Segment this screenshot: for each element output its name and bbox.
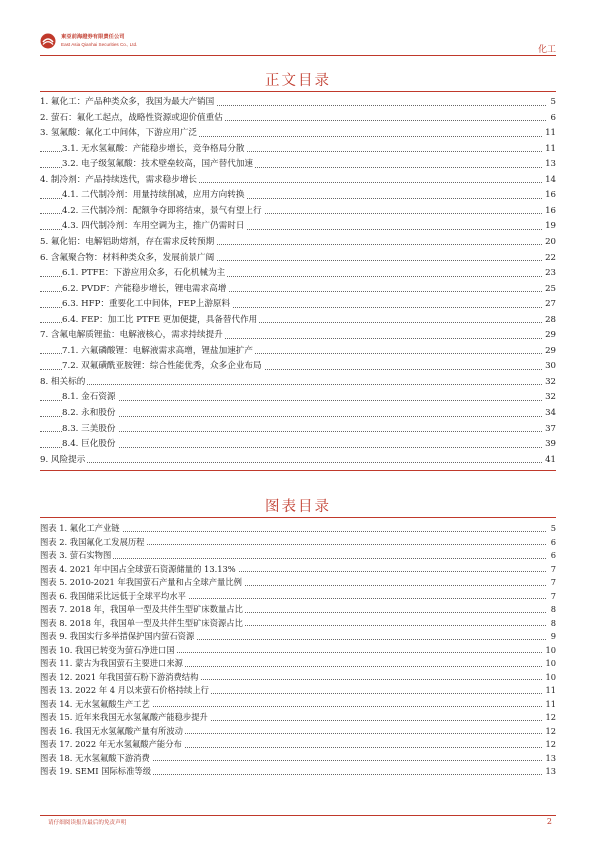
entry-title: 图表 15. 近年来我国无水氢氟酸产能稳步提升 [40,712,208,722]
entry-page: 5 [550,523,556,533]
entry-title: 图表 18. 无水氢氟酸下游消费 [40,752,150,763]
entry-title: 图表 7. 2018 年，我国单一型及共伴生型矿床数量占比 [40,604,243,614]
figure-entry[interactable] [40,671,556,683]
toc-entry[interactable] [40,127,556,139]
toc-entry[interactable] [40,438,556,450]
entry-page: 7 [550,577,556,587]
toc-bottom-rule [40,470,556,471]
toc-entry[interactable] [40,283,556,295]
toc-entry[interactable] [40,407,556,419]
leader-dots [40,462,546,463]
entry-page: 12 [545,725,556,736]
figure-entry[interactable] [40,725,556,737]
entry-page: 23 [545,268,556,279]
figure-entry[interactable] [40,698,556,710]
entry-title: 4.3. 四代制冷剂：车用空调为主，推广仍需时日 [62,221,245,232]
entry-title: 8.1. 金石资源 [62,392,116,403]
entry-title: 图表 17. 2022 年无水氢氟酸产能分布 [40,739,182,749]
toc-entry[interactable] [40,158,556,170]
entry-title: 图表 19. SEMI 国际标准等级 [40,766,151,776]
entry-page: 27 [545,299,556,310]
toc-entry[interactable] [40,345,556,357]
entry-title: 图表 16. 我国无水氢氟酸产量有所波动 [40,725,183,736]
entry-page: 6 [550,112,556,123]
entry-title: 4. 制冷剂：产品持续迭代，需求稳步增长 [40,174,198,185]
entry-title: 7.1. 六氟磷酸锂：电解液需求高增，锂盐加速扩产 [62,345,254,356]
toc-entry[interactable] [40,96,556,108]
page-number: 2 [546,817,552,826]
entry-title: 2. 萤石：氟化工起点，战略性资源或迎价值重估 [40,112,223,123]
figure-entry[interactable] [40,536,556,548]
entry-title: 8.4. 巨化股份 [62,439,116,450]
entry-page: 5 [550,97,556,107]
toc-entry[interactable] [40,189,556,201]
entry-page: 6 [550,536,556,547]
toc-entry[interactable] [40,236,556,248]
entry-page: 12 [545,712,556,722]
toc-entry[interactable] [40,205,556,217]
entry-page: 30 [545,361,556,372]
figure-entry[interactable] [40,617,556,629]
entry-title: 6.3. HFP：重要化工中间体，FEP上游原料 [62,299,231,310]
entry-page: 25 [545,283,556,294]
entry-title: 7. 含氟电解质锂盐：电解液核心，需求持续提升 [40,330,223,341]
entry-page: 20 [545,236,556,247]
entry-title: 图表 9. 我国实行多举措保护国内萤石资源 [40,631,195,641]
entry-page: 32 [545,392,556,403]
figure-entry[interactable] [40,590,556,602]
entry-title: 1. 氟化工：产品种类众多，我国为最大产销国 [40,97,215,107]
entry-title: 图表 4. 2021 年中国占全球萤石资源储量的 13.13% [40,563,236,574]
entry-page: 8 [550,604,556,614]
entry-page: 39 [545,439,556,450]
toc-entry[interactable] [40,298,556,310]
figure-entry[interactable] [40,657,556,669]
entry-page: 13 [545,159,556,170]
entry-page: 11 [545,128,556,139]
toc-entry[interactable] [40,329,556,341]
entry-page: 32 [545,376,556,387]
entry-page: 10 [545,671,556,682]
entry-page: 19 [545,221,556,232]
entry-title: 6. 含氟聚合物：材料种类众多，发展前景广阔 [40,252,215,263]
toc-entry[interactable] [40,252,556,264]
entry-page: 34 [545,408,556,418]
entry-title: 3.1. 无水氢氟酸：产能稳步增长，竞争格局分散 [62,143,245,154]
entry-title: 图表 5. 2010-2021 年我国萤石产量和占全球产量比例 [40,577,242,587]
entry-title: 5. 氟化铝：电解铝助熔剂，存在需求反转预期 [40,236,215,247]
company-name-en: East Asia Qianhai Securities Co., Ltd. [61,41,138,47]
entry-title: 图表 10. 我国已转变为萤石净进口国 [40,644,175,655]
entry-title: 3.2. 电子级氢氟酸：技术壁垒较高，国产替代加速 [62,159,254,170]
figure-entry[interactable] [40,738,556,750]
toc-entry[interactable] [40,314,556,326]
entry-title: 6.2. PVDF：产能稳步增长，锂电需求高增 [62,283,227,294]
entry-title: 4.1. 二代制冷剂：用量持续削减，应用方向转换 [62,190,245,201]
toc-title: 正文目录 [265,73,331,89]
header-divider [40,55,556,56]
figure-entry[interactable] [40,684,556,696]
toc-title-rule [40,91,556,92]
toc-entry[interactable] [40,112,556,124]
figures-title: 图表目录 [265,499,331,515]
entry-title: 图表 8. 2018 年，我国单一型及共伴生型矿床资源占比 [40,617,243,628]
figure-entry[interactable] [40,576,556,588]
entry-title: 8.3. 三美股份 [62,423,116,434]
entry-page: 11 [545,685,556,695]
entry-page: 8 [550,617,556,628]
figure-entry[interactable] [40,563,556,575]
toc-entry[interactable] [40,454,556,466]
entry-title: 8. 相关标的 [40,376,86,387]
entry-page: 10 [545,644,556,655]
entry-page: 13 [545,752,556,763]
figure-entry[interactable] [40,603,556,615]
toc-entry[interactable] [40,391,556,403]
footer-disclaimer: 请仔细阅读报告最后的免责声明 [48,820,127,826]
figure-entry[interactable] [40,630,556,642]
entry-title: 图表 11. 蒙古为我国萤石主要进口来源 [40,658,183,668]
entry-page: 16 [545,190,556,201]
entry-title: 3. 氢氟酸：氟化工中间体，下游应用广泛 [40,128,198,139]
toc-entry[interactable] [40,174,556,186]
entry-title: 8.2. 永和股份 [62,408,116,418]
toc-entry[interactable] [40,423,556,435]
entry-title: 4.2. 三代制冷剂：配额争夺即将结束，景气有望上行 [62,205,262,216]
entry-page: 12 [545,739,556,749]
page-header [40,0,556,57]
company-name-cn: 東亞前海證券有限責任公司 [61,34,125,40]
figures-title-rule [40,517,556,518]
entry-page: 28 [545,314,556,325]
entry-page: 22 [545,252,556,263]
entry-title: 图表 14. 无水氢氟酸生产工艺 [40,698,150,709]
toc-entry[interactable] [40,360,556,372]
entry-page: 14 [545,174,556,185]
leader-dots [40,558,546,559]
figure-entry[interactable] [40,522,556,534]
footer-divider [40,815,556,816]
toc-entry[interactable] [40,376,556,388]
entry-page: 11 [545,143,556,154]
entry-title: 7.2. 双氟磺酰亚胺锂：综合性能优秀，众多企业布局 [62,361,262,372]
toc-entry[interactable] [40,143,556,155]
entry-page: 41 [545,454,556,465]
company-name [61,35,137,47]
entry-title: 图表 3. 萤石实物图 [40,550,112,560]
entry-title: 6.1. PTFE：下游应用众多，石化机械为主 [62,268,226,279]
entry-page: 10 [545,658,556,668]
entry-page: 7 [550,590,556,601]
figure-entry[interactable] [40,549,556,561]
toc-entry[interactable] [40,267,556,279]
entry-title: 图表 1. 氟化工产业链 [40,523,120,533]
entry-page: 11 [545,698,556,709]
figure-entry[interactable] [40,711,556,723]
entry-page: 37 [545,423,556,434]
toc-entry[interactable] [40,220,556,232]
entry-page: 29 [545,345,556,356]
figure-entry[interactable] [40,752,556,764]
entry-page: 16 [545,205,556,216]
entry-title: 6.4. FEP：加工比 PTFE 更加便捷，具备替代作用 [62,314,258,325]
entry-title: 9. 风险提示 [40,454,86,465]
entry-page: 29 [545,330,556,341]
company-logo-icon [40,33,56,49]
entry-page: 9 [550,631,556,641]
entry-page: 13 [545,766,556,776]
entry-page: 6 [550,550,556,560]
entry-page: 7 [550,563,556,574]
entry-title: 图表 12. 2021 年我国萤石粉下游消费结构 [40,671,199,682]
entry-title: 图表 6. 我国储采比远低于全球平均水平 [40,590,186,601]
sector-label: 化工 [537,45,556,55]
entry-title: 图表 13. 2022 年 4 月以来萤石价格持续上行 [40,685,209,695]
leader-dots [40,384,546,385]
figure-entry[interactable] [40,644,556,656]
entry-title: 图表 2. 我国氟化工发展历程 [40,536,145,547]
figure-entry[interactable] [40,765,556,777]
